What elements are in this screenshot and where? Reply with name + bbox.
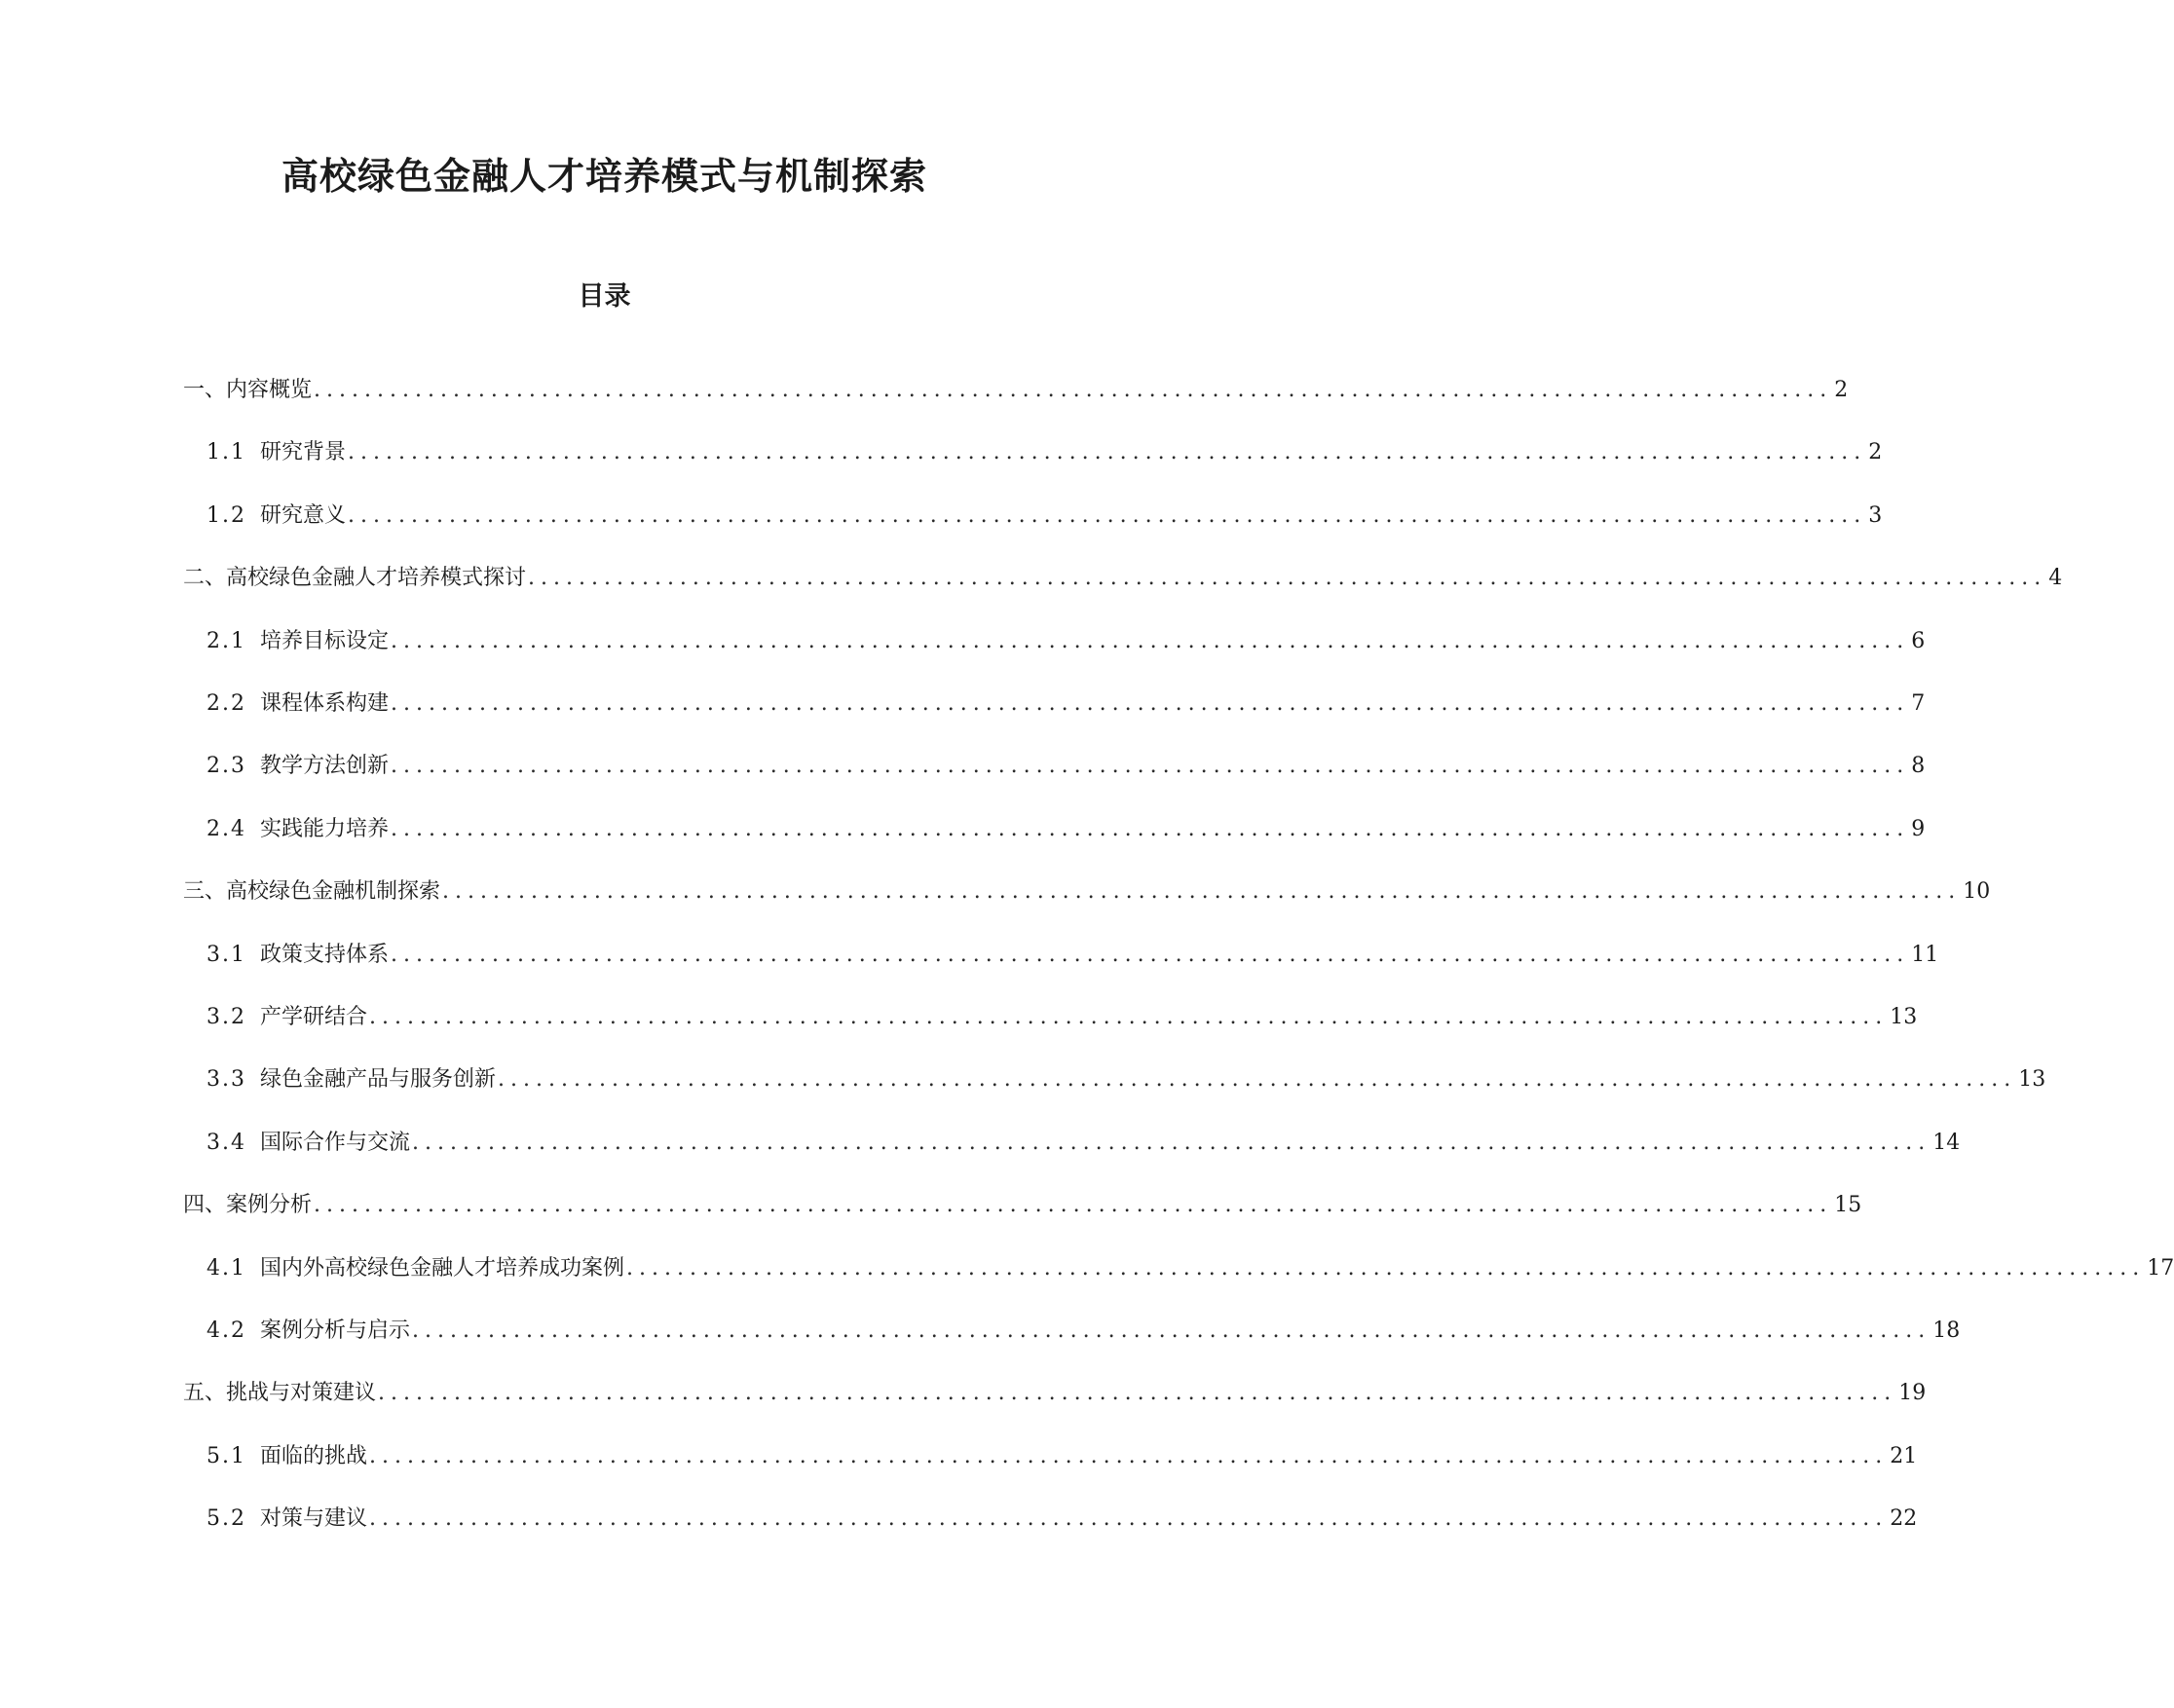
toc-dot-leader: ........................................................................................................................ <box>412 1131 1931 1155</box>
toc-page-number: 15 <box>1834 1193 1862 1217</box>
toc-entry-number: 4.2 <box>206 1318 246 1343</box>
toc-heading: 目录 <box>578 281 631 312</box>
toc-entry-number: 2.1 <box>206 629 246 653</box>
toc-page-number: 8 <box>1911 754 1926 778</box>
toc-dot-leader: ........................................................................................................................ <box>391 943 1910 967</box>
toc-page-number: 13 <box>2018 1067 2046 1092</box>
toc-section-entry[interactable] <box>183 1377 1927 1410</box>
toc-dot-leader: ........................................................................................................................ <box>369 1005 1889 1029</box>
toc-page-number: 2 <box>1868 440 1883 464</box>
toc-entry-title: 研究意义 <box>260 503 347 528</box>
toc-subsection-entry[interactable] <box>206 500 1883 533</box>
toc-subsection-entry[interactable] <box>206 1001 1918 1034</box>
toc-page-number: 14 <box>1932 1131 1961 1155</box>
toc-subsection-entry[interactable] <box>206 1127 1961 1160</box>
toc-dot-leader: ........................................................................................................................ <box>314 1193 1833 1217</box>
toc-entry-number: 3.1 <box>206 943 246 967</box>
toc-entry-number: 5.2 <box>206 1506 246 1531</box>
toc-entry-title: 面临的挑战 <box>260 1444 368 1468</box>
toc-entry-number: 1.1 <box>206 440 246 464</box>
toc-dot-leader: ........................................................................................................................ <box>314 378 1833 402</box>
toc-entry-number: 2.4 <box>206 817 246 841</box>
toc-subsection-entry[interactable] <box>206 1252 2174 1285</box>
toc-page-number: 11 <box>1911 943 1939 967</box>
toc-section-entry[interactable] <box>183 562 2063 595</box>
toc-dot-leader: ........................................................................................................................ <box>626 1256 2146 1281</box>
toc-entry-title: 三、高校绿色金融机制探索 <box>183 879 441 904</box>
toc-page-number: 7 <box>1911 691 1926 716</box>
toc-entry-title: 绿色金融产品与服务创新 <box>260 1067 497 1092</box>
toc-page-number: 3 <box>1868 503 1883 528</box>
toc-subsection-entry[interactable] <box>206 1315 1961 1348</box>
toc-dot-leader: ........................................................................................................................ <box>378 1381 1897 1405</box>
toc-dot-leader: ........................................................................................................................ <box>348 503 1867 528</box>
toc-entry-title: 产学研结合 <box>260 1005 368 1029</box>
toc-entry-title: 教学方法创新 <box>260 754 390 778</box>
toc-entry-number: 1.2 <box>206 503 246 528</box>
toc-page-number: 9 <box>1911 817 1926 841</box>
toc-dot-leader: ........................................................................................................................ <box>369 1506 1889 1531</box>
toc-dot-leader: ........................................................................................................................ <box>528 566 2047 590</box>
toc-subsection-entry[interactable] <box>206 1503 1918 1536</box>
toc-entry-title: 一、内容概览 <box>183 378 313 402</box>
toc-entry-title: 案例分析与启示 <box>260 1318 411 1343</box>
document-title: 高校绿色金融人才培养模式与机制探索 <box>281 154 927 198</box>
toc-page-number: 2 <box>1834 378 1849 402</box>
toc-page-number: 22 <box>1890 1506 1918 1531</box>
toc-dot-leader: ........................................................................................................................ <box>391 691 1910 716</box>
toc-entry-title: 国内外高校绿色金融人才培养成功案例 <box>260 1256 625 1281</box>
toc-subsection-entry[interactable] <box>206 625 1926 658</box>
toc-page-number: 19 <box>1898 1381 1927 1405</box>
toc-subsection-entry[interactable] <box>206 813 1926 846</box>
toc-entry-number: 3.4 <box>206 1131 246 1155</box>
toc-subsection-entry[interactable] <box>206 436 1883 469</box>
toc-subsection-entry[interactable] <box>206 687 1926 721</box>
toc-entry-number: 4.1 <box>206 1256 246 1281</box>
toc-dot-leader: ........................................................................................................................ <box>412 1318 1931 1343</box>
toc-subsection-entry[interactable] <box>206 1063 2046 1096</box>
toc-entry-title: 对策与建议 <box>260 1506 368 1531</box>
toc-section-entry[interactable] <box>183 1189 1862 1222</box>
toc-entry-title: 五、挑战与对策建议 <box>183 1381 377 1405</box>
toc-subsection-entry[interactable] <box>206 750 1926 783</box>
toc-entry-title: 国际合作与交流 <box>260 1131 411 1155</box>
toc-entry-number: 3.2 <box>206 1005 246 1029</box>
toc-subsection-entry[interactable] <box>206 939 1939 972</box>
toc-page-number: 17 <box>2147 1256 2174 1281</box>
toc-entry-number: 2.3 <box>206 754 246 778</box>
toc-subsection-entry[interactable] <box>206 1440 1918 1473</box>
toc-entry-title: 政策支持体系 <box>260 943 390 967</box>
toc-dot-leader: ........................................................................................................................ <box>442 879 1962 904</box>
toc-entry-title: 培养目标设定 <box>260 629 390 653</box>
toc-section-entry[interactable] <box>183 875 1991 909</box>
toc-dot-leader: ........................................................................................................................ <box>391 817 1910 841</box>
toc-section-entry[interactable] <box>183 374 1849 407</box>
toc-dot-leader: ........................................................................................................................ <box>348 440 1867 464</box>
toc-page-number: 21 <box>1890 1444 1918 1468</box>
toc-dot-leader: ........................................................................................................................ <box>391 754 1910 778</box>
toc-dot-leader: ........................................................................................................................ <box>391 629 1910 653</box>
toc-entry-number: 3.3 <box>206 1067 246 1092</box>
toc-page-number: 13 <box>1890 1005 1918 1029</box>
toc-entry-title: 研究背景 <box>260 440 347 464</box>
toc-entry-title: 课程体系构建 <box>260 691 390 716</box>
toc-page-number: 4 <box>2048 566 2063 590</box>
toc-entry-number: 5.1 <box>206 1444 246 1468</box>
toc-entry-number: 2.2 <box>206 691 246 716</box>
toc-entry-title: 四、案例分析 <box>183 1193 313 1217</box>
toc-page-number: 10 <box>1963 879 1991 904</box>
toc-dot-leader: ........................................................................................................................ <box>369 1444 1889 1468</box>
toc-entry-title: 二、高校绿色金融人才培养模式探讨 <box>183 566 527 590</box>
toc-entry-title: 实践能力培养 <box>260 817 390 841</box>
toc-dot-leader: ........................................................................................................................ <box>498 1067 2017 1092</box>
toc-page-number: 18 <box>1932 1318 1961 1343</box>
toc-page-number: 6 <box>1911 629 1926 653</box>
